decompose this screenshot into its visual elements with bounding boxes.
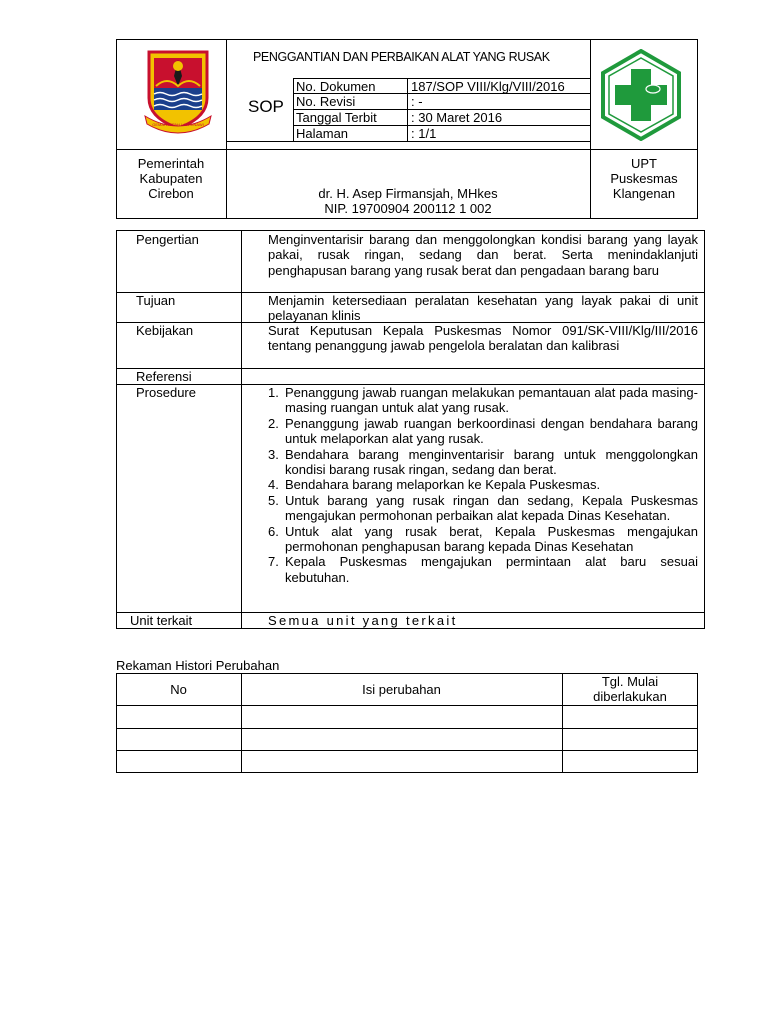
list-item: 7. Kepala Puskesmas mengajukan permintaan alat baru sesuai kebutuhan. <box>268 554 698 585</box>
left-org-line: Cirebon <box>148 186 194 201</box>
list-item: 2. Penanggung jawab ruangan berkoordinasi dengan bendahara barang untuk melaporkan alat yang rusak. <box>268 415 698 447</box>
header-divider <box>226 39 227 149</box>
issue-date-value: : 30 Maret 2016 <box>411 110 503 125</box>
doc-number-label: No. Dokumen <box>296 79 376 94</box>
svg-text:GEMAH RIPAH LOH JINAWI: GEMAH RIPAH LOH JINAWI <box>152 122 204 127</box>
signer-nip: NIP. 19700904 200112 1 002 <box>324 201 492 216</box>
table-divider <box>116 368 705 369</box>
header-divider <box>226 141 590 142</box>
pengertian-label: Pengertian <box>136 232 199 247</box>
cirebon-regency-logo <box>143 46 213 134</box>
history-title: Rekaman Histori Perubahan <box>116 658 280 673</box>
table-divider <box>116 750 698 751</box>
list-item: 1. Penanggung jawab ruangan melakukan pemantauan alat pada masing-masing ruangan untuk alat yang rusak. <box>268 385 698 416</box>
left-org-line: Kabupaten <box>139 171 203 186</box>
sop-title: PENGGANTIAN DAN PERBAIKAN ALAT YANG RUSAK <box>253 50 550 64</box>
header-divider <box>590 39 591 149</box>
list-item: 5. Untuk barang yang rusak ringan dan sedang, Kepala Puskesmas mengajukan permohonan perbaikan alat kepada Dinas Kesehatan. <box>268 492 698 524</box>
pengertian-text: Menginventarisir barang dan menggolongkan kondisi barang yang layak pakai, rusak ringan, sedang dan berat. Serta menindaklanjuti penghapusan barang yang rusak berat dan pengadaan barang baru <box>268 232 698 278</box>
referensi-label: Referensi <box>136 369 192 384</box>
revision-value: : - <box>411 94 423 109</box>
page-label: Halaman <box>296 126 349 141</box>
table-divider <box>116 705 698 706</box>
list-item: 6. Untuk alat yang rusak berat, Kepala Puskesmas mengajukan permohonan penghapusan barang kepada Dinas Kesehatan <box>268 523 698 555</box>
right-org-line: Klangenan <box>612 186 676 201</box>
header-divider <box>116 149 698 150</box>
history-col-change: Isi perubahan <box>362 682 441 697</box>
list-item: 3. Bendahara barang menginventarisir barang untuk menggolongkan kondisi barang rusak ringan, sedang dan berat. <box>268 446 698 478</box>
page-value: : 1/1 <box>411 126 437 141</box>
kebijakan-text: Surat Keputusan Kepala Puskesmas Nomor 091/SK-VIII/Klg/III/2016 tentang penanggung jawab pengelola beralatan dan kalibrasi <box>268 323 698 354</box>
issue-date-label: Tanggal Terbit <box>296 110 377 125</box>
prosedure-label: Prosedure <box>136 385 196 400</box>
history-col-no: No <box>170 682 187 697</box>
table-divider <box>562 673 563 773</box>
history-col-date: Tgl. Mulai diberlakukan <box>593 674 667 704</box>
signer-name: dr. H. Asep Firmansjah, MHkes <box>318 186 498 201</box>
unit-terkait-text: Semua unit yang terkait <box>268 613 458 628</box>
doc-number-value: 187/SOP VIII/Klg/VIII/2016 <box>411 79 565 94</box>
puskesmas-logo <box>595 49 687 141</box>
right-org-line: Puskesmas <box>610 171 678 186</box>
kebijakan-label: Kebijakan <box>136 323 194 338</box>
sop-label: SOP <box>248 97 284 116</box>
tujuan-label: Tujuan <box>136 293 176 308</box>
table-divider <box>241 230 242 629</box>
right-org-line: UPT <box>631 156 657 171</box>
list-item: 4. Bendahara barang melaporkan ke Kepala Puskesmas. <box>268 477 601 493</box>
left-org-line: Pemerintah <box>137 156 205 171</box>
tujuan-text: Menjamin ketersediaan peralatan kesehatan yang layak pakai di unit pelayanan klinis <box>268 293 698 324</box>
unit-terkait-label: Unit terkait <box>130 613 193 628</box>
prosedure-steps <box>268 385 698 585</box>
table-divider <box>116 728 698 729</box>
revision-label: No. Revisi <box>296 94 356 109</box>
